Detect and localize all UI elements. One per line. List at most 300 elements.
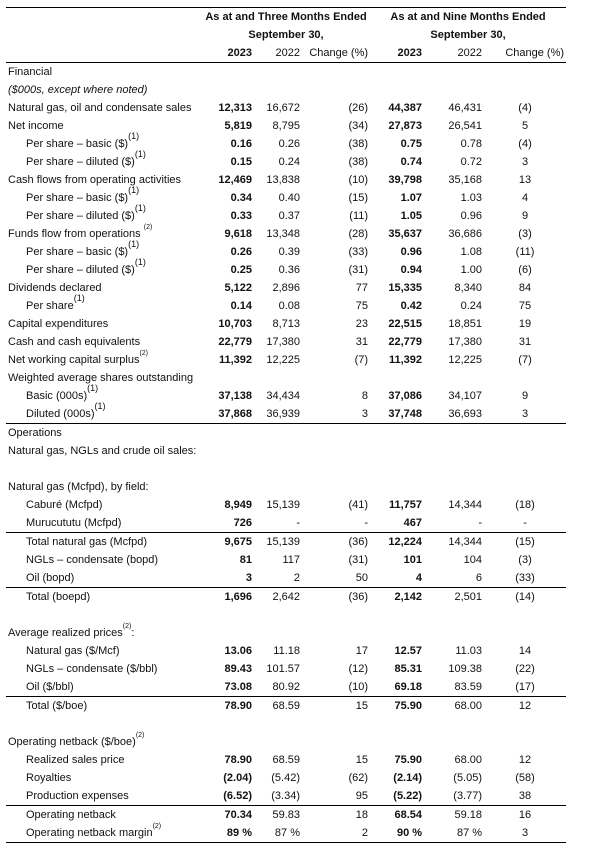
cell-q3-2023: 13.06 xyxy=(224,645,252,657)
cell-q3-change: (36) xyxy=(348,591,369,603)
row-label-text: Per share – diluted ($) xyxy=(26,264,135,276)
row-label-text: Production expenses xyxy=(26,790,129,802)
cell-q3-2023: 10,703 xyxy=(218,318,252,330)
cell-ytd-2023: 39,798 xyxy=(388,174,423,186)
cell-q3-change: (10) xyxy=(302,678,370,697)
cell-ytd-change: (17) xyxy=(484,678,566,697)
financial-section-title xyxy=(6,63,566,82)
row-label-text: Total ($/boe) xyxy=(26,700,88,712)
footnote-ref: (1) xyxy=(73,293,85,303)
cell-ytd-change: 12 xyxy=(518,700,532,712)
header-nine-months-date: September 30, xyxy=(430,29,506,41)
spacer-cell xyxy=(202,715,254,733)
cell-ytd-2022: 104 xyxy=(463,554,483,566)
row-label-text: Per share xyxy=(26,300,74,312)
table-row xyxy=(6,225,566,243)
average-prices-label-label xyxy=(6,624,566,642)
table-row xyxy=(6,697,566,716)
cell-ytd-2023: 27,873 xyxy=(388,120,423,132)
row-label-text: Total natural gas (Mcfpd) xyxy=(26,536,148,548)
cell-q3-change: (15) xyxy=(348,192,369,204)
column-header-ytd-change: Change (%) xyxy=(484,44,566,63)
spacer-cell xyxy=(6,606,202,624)
row-label-text: Capital expenditures xyxy=(8,318,109,330)
cell-ytd-2023: 4 xyxy=(370,569,424,588)
footnote-ref: (2) xyxy=(152,823,162,830)
cell-q3-change: (41) xyxy=(348,499,369,511)
spacer-cell xyxy=(302,715,370,733)
cell-q3-2022: (3.34) xyxy=(254,787,302,806)
cell-q3-2022: 68.59 xyxy=(272,700,300,712)
cell-q3-2023: 89 % xyxy=(202,824,254,843)
row-label-text: Natural gas, oil and condensate sales xyxy=(8,102,192,114)
cell-ytd-2022: 36,693 xyxy=(424,405,484,424)
spacer-cell xyxy=(302,460,370,478)
cell-ytd-2022: - xyxy=(424,514,484,533)
row-label-text: Per share – basic ($) xyxy=(26,138,129,150)
cell-ytd-2023: 75.90 xyxy=(394,700,423,712)
table-row xyxy=(6,351,566,369)
row-label xyxy=(6,787,202,806)
spacer-cell xyxy=(370,460,424,478)
table-row xyxy=(6,135,566,153)
cell-ytd-2022: 109.38 xyxy=(448,663,483,675)
table-row xyxy=(6,171,566,189)
cell-ytd-change: 3 xyxy=(484,824,566,843)
table-row xyxy=(6,642,566,660)
cell-q3-2022: 13,348 xyxy=(266,228,300,240)
cell-q3-change: 8 xyxy=(361,390,369,402)
cell-ytd-2022: 1.03 xyxy=(460,192,483,204)
spacer-cell xyxy=(370,606,424,624)
spacer-cell xyxy=(484,606,566,624)
cell-ytd-2022: (3.77) xyxy=(424,787,484,806)
cell-ytd-2023: 15,335 xyxy=(388,282,423,294)
cell-ytd-change: 38 xyxy=(484,787,566,806)
cell-ytd-change: 9 xyxy=(521,390,529,402)
table-row xyxy=(6,387,566,405)
cell-ytd-2023: 467 xyxy=(370,514,424,533)
cell-ytd-2023: 11,392 xyxy=(388,354,423,366)
cell-q3-change: (62) xyxy=(348,772,369,784)
financial-units-note xyxy=(6,81,566,99)
cell-q3-2023: 78.90 xyxy=(224,754,252,766)
cell-ytd-2022: 36,686 xyxy=(448,228,483,240)
cell-q3-2022: 2 xyxy=(254,569,302,588)
row-label xyxy=(6,239,202,261)
table-row xyxy=(6,153,566,171)
cell-q3-change: 2 xyxy=(302,824,370,843)
row-label xyxy=(6,315,202,333)
table-row xyxy=(6,569,566,588)
cell-ytd-change: 3 xyxy=(484,405,566,424)
cell-ytd-2022: 0.72 xyxy=(460,156,483,168)
header-three-months-date: September 30, xyxy=(248,29,324,41)
cell-ytd-2023: 35,637 xyxy=(388,228,423,240)
cell-q3-change: (34) xyxy=(348,120,369,132)
header-blank xyxy=(6,8,202,27)
financial-section-title-label xyxy=(6,63,566,82)
row-label xyxy=(6,279,202,297)
cell-q3-2022: 68.59 xyxy=(272,754,300,766)
cell-ytd-2023: 1.05 xyxy=(400,210,423,222)
cell-ytd-2022: 0.24 xyxy=(460,300,483,312)
row-label-text: Oil ($/bbl) xyxy=(26,681,74,693)
table-row xyxy=(6,533,566,552)
footnote-ref: (2) xyxy=(122,623,132,630)
cell-q3-2023: 5,819 xyxy=(224,120,252,132)
cell-q3-change: (36) xyxy=(348,536,369,548)
average-prices-label-suffix: : xyxy=(131,627,135,639)
cell-ytd-2022: 68.00 xyxy=(454,700,483,712)
table-row xyxy=(6,243,566,261)
cell-q3-change: 31 xyxy=(355,336,369,348)
cell-q3-change: 50 xyxy=(302,569,370,588)
cell-ytd-change: (14) xyxy=(515,591,535,603)
cell-ytd-2023: 75.90 xyxy=(394,754,423,766)
operations-sales-label xyxy=(6,442,566,460)
cell-ytd-2023: 0.74 xyxy=(400,156,423,168)
row-label-text: Total (boepd) xyxy=(26,591,91,603)
footnote-ref: (1) xyxy=(134,149,146,159)
cell-ytd-2023: (2.14) xyxy=(393,772,423,784)
cell-q3-2022: 17,380 xyxy=(266,336,300,348)
operations-sales-label-text: Natural gas, NGLs and crude oil sales: xyxy=(8,445,197,457)
operations-sales-label-label xyxy=(6,442,566,460)
cell-q3-2023: 11,392 xyxy=(218,354,252,366)
table-row xyxy=(6,551,566,569)
cell-q3-2022: 34,434 xyxy=(266,390,300,402)
cell-ytd-2023: 1.07 xyxy=(400,192,423,204)
cell-q3-2023: 0.26 xyxy=(230,246,252,258)
cell-q3-2023: 12,469 xyxy=(218,174,252,186)
footnote-ref: (2) xyxy=(135,732,145,739)
cell-ytd-2022: 11.03 xyxy=(455,645,483,657)
row-label xyxy=(6,185,202,207)
cell-ytd-2023: 85.31 xyxy=(394,663,423,675)
row-label-text: Murucututu (Mcfpd) xyxy=(26,517,122,529)
table-row xyxy=(6,315,566,333)
cell-ytd-change xyxy=(484,369,566,387)
cell-q3-2023: 37,868 xyxy=(202,405,254,424)
operations-section-title-label xyxy=(6,424,566,443)
cell-ytd-2023: 90 % xyxy=(370,824,424,843)
row-label-text: Per share – basic ($) xyxy=(26,246,129,258)
spacer-cell xyxy=(370,715,424,733)
average-prices-label-text: Average realized prices xyxy=(8,627,123,639)
cell-ytd-change: 31 xyxy=(518,336,532,348)
header-nine-months: As at and Nine Months Ended xyxy=(370,8,566,27)
spacer-cell xyxy=(202,460,254,478)
table-row xyxy=(6,514,566,533)
row-label-text: Royalties xyxy=(26,772,72,784)
header-blank xyxy=(6,26,202,44)
cell-ytd-2022: 1.00 xyxy=(460,264,483,276)
cell-q3-2023: 0.14 xyxy=(230,300,252,312)
cell-q3-2023: 37,138 xyxy=(218,390,252,402)
cell-ytd-2023: (5.22) xyxy=(370,787,424,806)
cell-q3-2023: 5,122 xyxy=(224,282,252,294)
cell-q3-change: (26) xyxy=(348,102,369,114)
cell-ytd-change: 9 xyxy=(521,210,529,222)
cell-q3-2023: (2.04) xyxy=(223,772,252,784)
spacer-row xyxy=(6,606,566,624)
cell-ytd-change: (7) xyxy=(518,354,532,366)
cell-q3-2023: 70.34 xyxy=(224,809,252,821)
row-label xyxy=(6,171,202,189)
cell-ytd-2023: 22,515 xyxy=(388,318,423,330)
cell-q3-change: (12) xyxy=(348,663,369,675)
cell-q3-change: 77 xyxy=(355,282,369,294)
cell-q3-2022: 16,672 xyxy=(266,102,300,114)
table-row xyxy=(6,678,566,697)
spacer-cell xyxy=(254,606,302,624)
cell-q3-change: 18 xyxy=(355,809,369,821)
column-header-q3-change: Change (%) xyxy=(302,44,370,63)
cell-q3-2022: 12,225 xyxy=(266,354,300,366)
cell-ytd-2022: 1.08 xyxy=(460,246,483,258)
row-label-text: Weighted average shares outstanding xyxy=(8,372,194,384)
cell-q3-change: - xyxy=(302,514,370,533)
cell-ytd-change: 16 xyxy=(518,809,532,821)
cell-q3-2023: 12,313 xyxy=(218,102,252,114)
row-label xyxy=(6,769,202,787)
cell-ytd-2022: 83.59 xyxy=(424,678,484,697)
row-label xyxy=(6,351,202,369)
spacer-cell xyxy=(254,715,302,733)
row-label-text: NGLs – condensate (bopd) xyxy=(26,554,159,566)
cell-q3-change: 15 xyxy=(355,754,369,766)
table-row xyxy=(6,261,566,279)
cell-q3-2023: 0.25 xyxy=(230,264,252,276)
cell-q3-2022: - xyxy=(254,514,302,533)
column-header-ytd-2023: 2023 xyxy=(370,44,424,63)
cell-q3-2023: 89.43 xyxy=(224,663,252,675)
financial-section-title-text: Financial xyxy=(8,66,53,78)
header-group-row-2 xyxy=(6,26,566,44)
cell-ytd-2022: (5.05) xyxy=(453,772,483,784)
table-row xyxy=(6,751,566,769)
cell-q3-2022: 0.39 xyxy=(278,246,300,258)
cell-q3-2022: 0.08 xyxy=(278,300,300,312)
cell-q3-2023: 78.90 xyxy=(224,700,252,712)
cell-ytd-2023: 12,224 xyxy=(388,536,423,548)
cell-ytd-2022: 12,225 xyxy=(448,354,483,366)
spacer-cell xyxy=(6,460,202,478)
spacer-cell xyxy=(302,606,370,624)
cell-ytd-change: (58) xyxy=(515,772,535,784)
table-row xyxy=(6,207,566,225)
cell-ytd-change: 84 xyxy=(518,282,532,294)
table-row xyxy=(6,189,566,207)
cell-ytd-2022: 14,344 xyxy=(448,499,483,511)
row-label xyxy=(6,99,202,117)
cell-ytd-2023: 0.75 xyxy=(400,138,423,150)
footnote-ref: (1) xyxy=(128,239,140,249)
table-row xyxy=(6,787,566,806)
table-row xyxy=(6,99,566,117)
cell-q3-2022: (5.42) xyxy=(271,772,300,784)
cell-q3-2023: (6.52) xyxy=(202,787,254,806)
cell-ytd-2023: 69.18 xyxy=(370,678,424,697)
row-label xyxy=(6,225,202,243)
header-group-row-1 xyxy=(6,8,566,27)
table-row xyxy=(6,660,566,678)
table-row xyxy=(6,769,566,787)
cell-q3-change: 17 xyxy=(355,645,369,657)
header-blank xyxy=(6,44,202,63)
table-row xyxy=(6,588,566,607)
row-label xyxy=(6,588,202,607)
cell-q3-2022: 87 % xyxy=(254,824,302,843)
cell-ytd-change: (3) xyxy=(518,228,532,240)
row-label-text: Per share – diluted ($) xyxy=(26,210,135,222)
cell-q3-change: 3 xyxy=(302,405,370,424)
cell-ytd-change: 3 xyxy=(521,156,529,168)
operating-netback-label xyxy=(6,733,566,751)
operating-netback-label-label xyxy=(6,733,566,751)
row-label xyxy=(6,203,202,225)
cell-ytd-2023: 44,387 xyxy=(388,102,423,114)
cell-q3-change: (31) xyxy=(348,264,369,276)
cell-ytd-change: (15) xyxy=(515,536,535,548)
cell-q3-2022: 2,896 xyxy=(272,282,300,294)
row-label-text: Dividends declared xyxy=(8,282,102,294)
table-row xyxy=(6,333,566,351)
cell-q3-2022: 0.40 xyxy=(278,192,300,204)
row-label-text: Caburé (Mcfpd) xyxy=(26,499,103,511)
row-label-text: Operating netback xyxy=(26,809,116,821)
cell-q3-change: (7) xyxy=(354,354,369,366)
row-label xyxy=(6,401,202,424)
cell-ytd-2023: 101 xyxy=(403,554,423,566)
operations-section-title xyxy=(6,424,566,443)
footnote-ref: (1) xyxy=(94,401,106,411)
row-label-text: Diluted (000s) xyxy=(26,408,95,420)
cell-ytd-change: (18) xyxy=(515,499,535,511)
cell-q3-2023: 0.33 xyxy=(230,210,252,222)
cell-ytd-2023: 68.54 xyxy=(394,809,423,821)
cell-q3-change: 23 xyxy=(355,318,369,330)
row-label xyxy=(6,496,202,514)
average-prices-label xyxy=(6,624,566,642)
cell-q3-2023: 0.15 xyxy=(230,156,252,168)
cell-ytd-change: 19 xyxy=(518,318,532,330)
row-label xyxy=(6,533,202,552)
footnote-ref: (1) xyxy=(87,383,99,393)
financial-highlights-table xyxy=(6,7,566,843)
cell-ytd-2022: 2,501 xyxy=(454,591,483,603)
cell-ytd-2022: 0.96 xyxy=(460,210,483,222)
row-label xyxy=(6,369,202,387)
cell-ytd-2023: 12.57 xyxy=(394,645,423,657)
cell-q3-2022: 0.26 xyxy=(278,138,300,150)
cell-ytd-2022: 14,344 xyxy=(448,536,483,548)
row-label xyxy=(6,824,202,843)
footnote-ref: (1) xyxy=(134,257,146,267)
cell-q3-2022 xyxy=(254,369,302,387)
spacer-cell xyxy=(424,460,484,478)
cell-ytd-2023: 0.42 xyxy=(400,300,423,312)
cell-q3-2022: 36,939 xyxy=(254,405,302,424)
operations-by-field-label-text: Natural gas (Mcfpd), by field: xyxy=(8,481,149,493)
cell-q3-2023: 726 xyxy=(202,514,254,533)
row-label-text: Per share – basic ($) xyxy=(26,192,129,204)
cell-q3-2023: 9,675 xyxy=(224,536,252,548)
header-three-months: As at and Three Months Ended xyxy=(202,8,370,27)
cell-q3-change: (28) xyxy=(348,228,369,240)
row-label xyxy=(6,569,202,588)
column-header-q3-2022: 2022 xyxy=(254,44,302,63)
cell-ytd-change: 5 xyxy=(521,120,529,132)
cell-q3-2022: 0.37 xyxy=(278,210,300,222)
cell-q3-2022: 80.92 xyxy=(254,678,302,697)
cell-q3-2022: 117 xyxy=(282,554,300,566)
cell-q3-change: (38) xyxy=(348,138,369,150)
spacer-row xyxy=(6,715,566,733)
footnote-ref: (1) xyxy=(128,131,140,141)
cell-ytd-2022: 6 xyxy=(424,569,484,588)
row-label xyxy=(6,257,202,279)
cell-ytd-2023: 37,086 xyxy=(388,390,423,402)
row-label xyxy=(6,751,202,769)
row-label xyxy=(6,333,202,351)
cell-q3-change: 75 xyxy=(355,300,369,312)
footnote-ref: (2) xyxy=(143,224,153,231)
cell-q3-2022: 15,139 xyxy=(266,536,300,548)
spacer-cell xyxy=(424,715,484,733)
spacer-cell xyxy=(254,460,302,478)
cell-ytd-2022: 87 % xyxy=(424,824,484,843)
financial-units-note-label xyxy=(6,81,566,99)
operations-by-field-label-label xyxy=(6,478,566,496)
operating-netback-label-text: Operating netback ($/boe) xyxy=(8,736,136,748)
cell-ytd-2023: 0.96 xyxy=(400,246,423,258)
row-label xyxy=(6,660,202,678)
spacer-cell xyxy=(202,606,254,624)
cell-ytd-change: (4) xyxy=(518,138,532,150)
cell-ytd-2022: 46,431 xyxy=(448,102,483,114)
operations-by-field-label xyxy=(6,478,566,496)
row-label xyxy=(6,149,202,171)
cell-ytd-2023: 11,757 xyxy=(388,499,423,511)
cell-ytd-2023: 0.94 xyxy=(400,264,423,276)
cell-q3-2023: 9,618 xyxy=(224,228,252,240)
cell-q3-2022: 8,795 xyxy=(272,120,300,132)
cell-ytd-2022: 17,380 xyxy=(448,336,483,348)
financial-units-note-text: ($000s, except where noted) xyxy=(8,84,148,96)
cell-ytd-2022: 8,340 xyxy=(454,282,483,294)
row-label-text: Basic (000s) xyxy=(26,390,88,402)
cell-ytd-change: (33) xyxy=(484,569,566,588)
footnote-ref: (1) xyxy=(128,185,140,195)
row-label xyxy=(6,678,202,697)
row-label xyxy=(6,697,202,716)
cell-ytd-2022: 68.00 xyxy=(454,754,483,766)
cell-ytd-2022: 34,107 xyxy=(448,390,483,402)
table-row xyxy=(6,279,566,297)
cell-q3-2022: 2,642 xyxy=(272,591,300,603)
row-label-text: Natural gas ($/Mcf) xyxy=(26,645,120,657)
cell-q3-2023: 81 xyxy=(239,554,252,566)
row-label xyxy=(6,117,202,135)
cell-ytd-2022: 59.18 xyxy=(454,809,483,821)
cell-ytd-2023: 22,779 xyxy=(388,336,423,348)
row-label xyxy=(6,514,202,533)
footnote-ref: (1) xyxy=(134,203,146,213)
row-label-text: Funds flow from operations xyxy=(8,228,144,240)
cell-q3-2022: 101.57 xyxy=(266,663,300,675)
